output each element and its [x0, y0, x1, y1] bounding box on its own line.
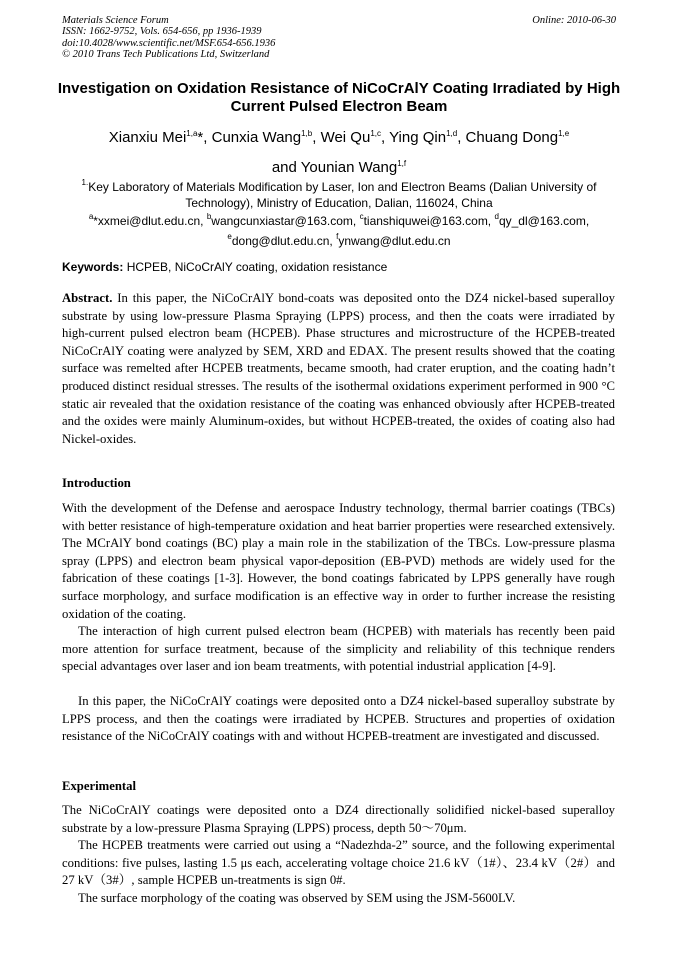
- section-heading-experimental: Experimental: [62, 779, 137, 793]
- section-heading-introduction: Introduction: [62, 476, 131, 490]
- experimental-paragraph: The HCPEB treatments were carried out using a “Nadezhda-2” source, and the following experimental conditions: five pulses, lasting 1.5 μs each, accelerating voltage choice 21.6 kV（1#）、23.4 kV（2#）and 27 kV（3#）, sample HCPEB un-treatments is sign 0#.: [62, 838, 615, 888]
- author: Xianxiu Mei$^{1,a}$*,: [108, 129, 212, 146]
- journal-header: [62, 15, 275, 60]
- online-date: Online: 2010-06-30: [532, 15, 616, 26]
- intro-paragraph: With the development of the Defense and aerospace Industry technology, thermal barrier coatings (TBCs) with better resistance of high-temperature oxidation and heat barrier properties were researched extensively. The MCrAlY bond coatings (BC) play a main role in the stabilization of the TBCs. Low-pressure plasma spray (LPPS) and electron beam physical vapor-deposition (EB-PVD) methods are widely used for the fabrication of these coatings [1-3]. However, the bond coatings fabricated by LPPS generally have rough surface morphology, and surface modification is an effective way in order to further increase the resisting oxidation of the coating.: [62, 501, 615, 621]
- experimental-paragraph: The NiCoCrAlY coatings were deposited onto a DZ4 directionally solidified nickel-based superalloy substrate by a low-pressure Plasma Spraying (LPPS) process, depth 50～70μm.: [62, 803, 615, 835]
- author: Ying Qin$^{1,d}$,: [389, 129, 466, 146]
- author: Wei Qu$^{1,c}$,: [320, 129, 390, 146]
- abstract: Abstract. In this paper, the NiCoCrAlY bond-coats was deposited onto the DZ4 nickel-based superalloy substrate by using low-pressure Plasma Spraying (LPPS) process, and then the coats were irradiated by high-current pulsed electron beam (HCPEB). Phase structures and microstructure of the HCPEB-treated NiCoCrAlY coating were analyzed by SEM, XRD and EDAX. The present results showed that the coating surface was remelted after HCPEB treatments, became smooth, had crater eruption, and the coating hadn’t produced distinct residual stresses. The results of the isothermal oxidations experiment performed in 900 °C static air revealed that the oxidation resistance of the coating was enhanced obviously after HCPEB-treated and the oxides were mainly Aluminum-oxides, but without HCPEB-treated, the oxides of coating also had Nickel-oxides.: [62, 291, 615, 446]
- intro-paragraph: The interaction of high current pulsed electron beam (HCPEB) with materials has recently been paid more attention for surface treatment, because of the simplicity and reliability of this technique renders special advantages over laser and ion beam treatments, with potential industrial application [4-9].: [62, 624, 615, 674]
- author: Chuang Dong$^{1,e}$: [465, 129, 570, 146]
- copyright: © 2010 Trans Tech Publications Ltd, Switzerland: [62, 48, 270, 60]
- affiliation: $^{1.}$Key Laboratory of Materials Modification by Laser, Ion and Electron Beams (Dalian University of Technology), Ministry of Education, Dalian, 116024, China: [81, 178, 597, 210]
- abstract-label: Abstract.: [62, 291, 113, 305]
- intro-paragraph: In this paper, the NiCoCrAlY coatings were deposited onto a DZ4 nickel-based superalloy substrate by LPPS process, and then the coatings were irradiated by HCPEB. Structures and properties of oxidation resistance of the NiCoCrAlY coatings with and without HCPEB-treatment are investigated and discussed.: [62, 694, 615, 744]
- author-emails: $^a$*xxmei@dlut.edu.cn, $^b$wangcunxiastar@163.com, $^c$tianshiquwei@163.com, $^d$qy_dl@163.com, $^e$dong@dlut.edu.cn, $^f$ynwang@dlut.edu.cn: [88, 212, 590, 248]
- issn: ISSN: 1662-9752, Vols. 654-656, pp 1936-1939: [62, 26, 262, 38]
- author: Cunxia Wang$^{1,b}$,: [211, 129, 321, 146]
- doi: doi:10.4028/www.scientific.net/MSF.654-656.1936: [62, 37, 276, 49]
- experimental-paragraph: The surface morphology of the coating was observed by SEM using the JSM-5600LV.: [78, 891, 516, 905]
- journal-name: Materials Science Forum: [62, 15, 169, 26]
- paper-title: Investigation on Oxidation Resistance of NiCoCrAlY Coating Irradiated by High Current Pulsed Electron Beam: [57, 80, 621, 115]
- author: and Younian Wang$^{1,f}$: [271, 159, 407, 176]
- keywords: Keywords: HCPEB, NiCoCrAlY coating, oxidation resistance: [62, 260, 388, 274]
- author-list: [40, 121, 638, 181]
